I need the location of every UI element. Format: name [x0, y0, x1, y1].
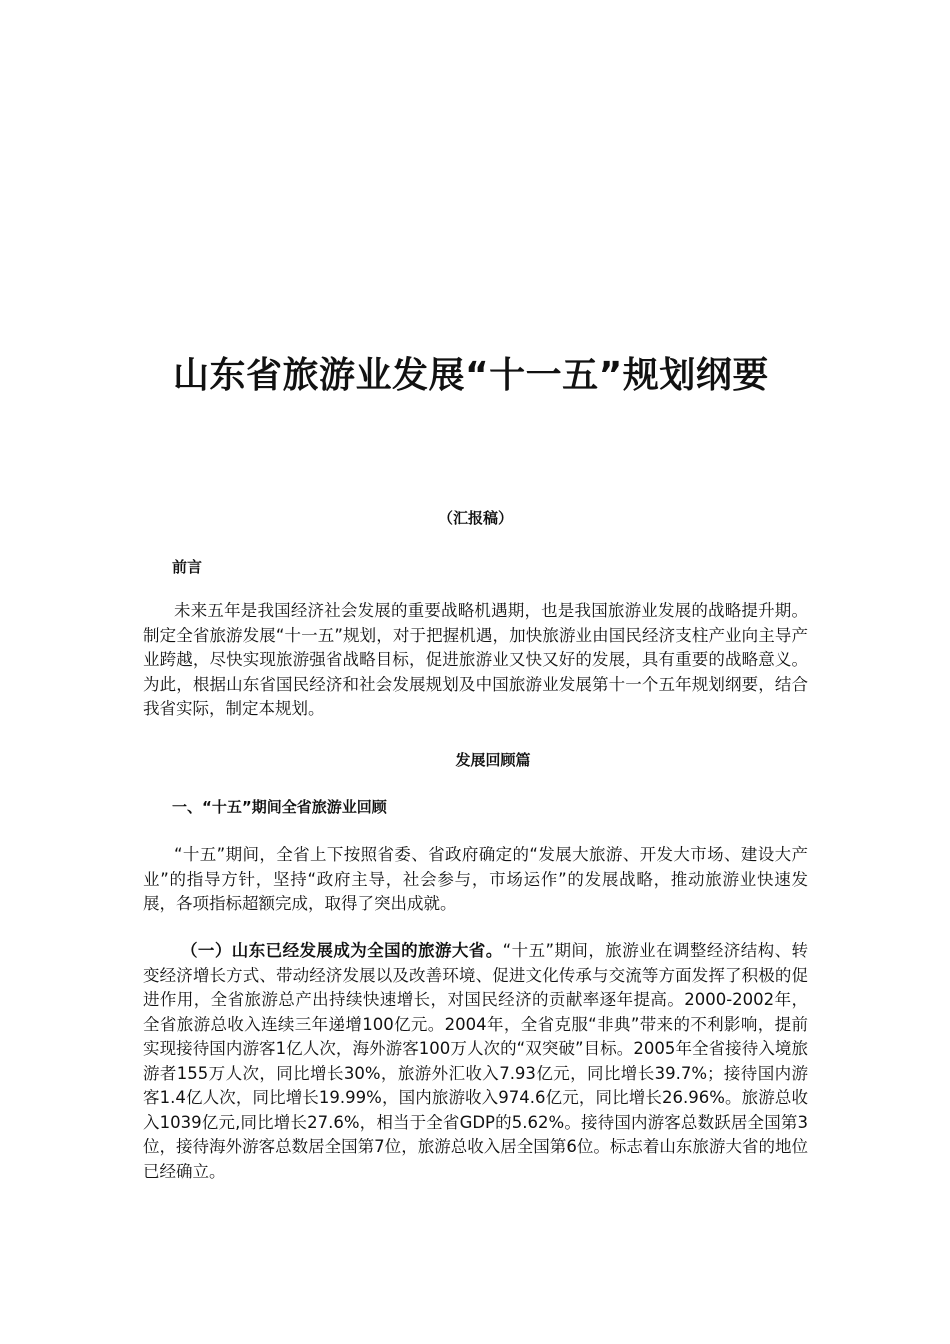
- chapter-heading: 一、“十五”期间全省旅游业回顾: [172, 798, 387, 816]
- chapter-intro-paragraph: “十五”期间，全省上下按照省委、省政府确定的“发展大旅游、开发大市场、建设大产业”的指导方针，坚持“政府主导，社会参与，市场运作”的发展战略，推动旅游业快速发展，各项指标超额完成，取得了突出成就。: [143, 845, 808, 913]
- item1-text: “十五”期间，旅游业在调整经济结构、转变经济增长方式、带动经济发展以及改善环境、促进文化传承与交流等方面发挥了积极的促进作用，全省旅游总产出持续快速增长，对国民经济的贡献率逐年提高。2000-2002年，全省旅游总收入连续三年递增100亿元。2004年，全省克服“非典”带来的不利影响，提前实现接待国内游客1亿人次，海外游客100万人次的“双突破”目标。2005年全省接待入境旅游者155万人次，同比增长30%，旅游外汇收入7.93亿元，同比增长39.7%；接待国内游客1.4亿人次，同比增长19.99%，国内旅游收入974.6亿元，同比增长26.96%。旅游总收入1039亿元,同比增长27.6%，相当于全省GDP的5.62%。接待国内游客总数跃居全国第3位，接待海外游客总数居全国第7位，旅游总收入居全国第6位。标志着山东旅游大省的地位已经确立。: [143, 941, 808, 1181]
- document-title: 山东省旅游业发展“十一五”规划纲要: [173, 355, 769, 396]
- item1-paragraph: [143, 939, 808, 1184]
- preface-heading: 前言: [172, 558, 203, 576]
- preface-paragraph: 未来五年是我国经济社会发展的重要战略机遇期，也是我国旅游业发展的战略提升期。制定全省旅游发展“十一五”规划，对于把握机遇，加快旅游业由国民经济支柱产业向主导产业跨越，尽快实现旅游强省战略目标，促进旅游业又快又好的发展，具有重要的战略意义。为此，根据山东省国民经济和社会发展规划及中国旅游业发展第十一个五年规划纲要，结合我省实际，制定本规划。: [143, 601, 808, 718]
- document-subtitle: （汇报稿）: [437, 509, 513, 527]
- section-title: 发展回顾篇: [455, 751, 531, 769]
- item1-lead: （一）山东已经发展成为全国的旅游大省。: [181, 941, 503, 960]
